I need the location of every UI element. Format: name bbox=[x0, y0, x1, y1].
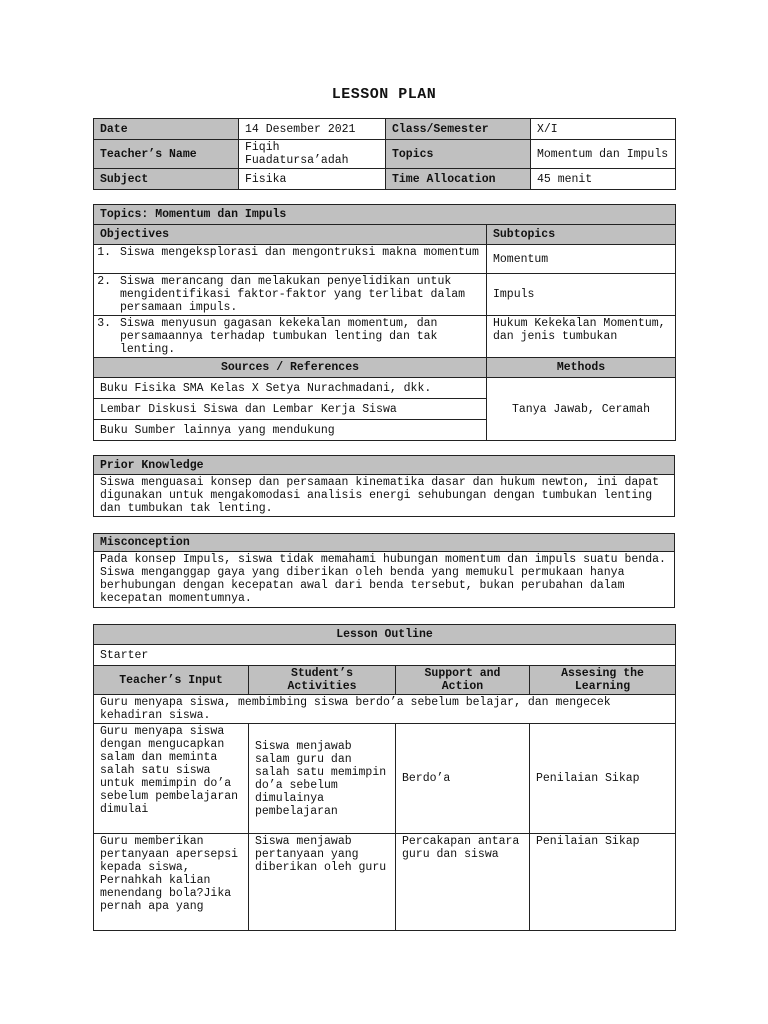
prior-knowledge-table bbox=[93, 455, 675, 517]
misconception-label: Misconception bbox=[94, 534, 675, 552]
teacher-input-cell: Guru memberikan pertanyaan apersepsi kepada siswa, Pernahkah kalian menendang bola?Jika pernah apa yang bbox=[94, 834, 249, 931]
col-student-activities: Student’s Activities bbox=[249, 666, 396, 695]
objective-item: 3. Siswa menyusun gagasan kekekalan momentum, dan persamaannya terhadap tumbukan lenting dan tak lenting. bbox=[94, 316, 487, 358]
prior-knowledge-label: Prior Knowledge bbox=[94, 456, 675, 475]
sources-label: Sources / References bbox=[94, 358, 487, 378]
student-activity-cell: Siswa menjawab pertanyaan yang diberikan oleh guru bbox=[249, 834, 396, 931]
objective-item: 2. Siswa merancang dan melakukan penyelidikan untuk mengidentifikasi faktor-faktor yang terlibat dalam persamaan impuls. bbox=[94, 274, 487, 316]
stage-label: Starter bbox=[94, 645, 676, 666]
methods-label: Methods bbox=[487, 358, 676, 378]
class-value: X/I bbox=[531, 119, 676, 140]
subtopics-label: Subtopics bbox=[487, 225, 676, 245]
teacher-label: Teacher’s Name bbox=[94, 140, 239, 169]
info-table bbox=[93, 118, 676, 190]
objective-item: 1. Siswa mengeksplorasi dan mengontruksi makna momentum bbox=[94, 245, 487, 274]
topics-table bbox=[93, 204, 676, 441]
support-action-cell: Percakapan antara guru dan siswa bbox=[396, 834, 530, 931]
misconception-table bbox=[93, 533, 675, 608]
subtopic-item: Impuls bbox=[487, 274, 676, 316]
lesson-outline-table bbox=[93, 624, 676, 931]
teacher-value: Fiqih Fuadatursa’adah bbox=[239, 140, 386, 169]
topics-header: Topics: Momentum dan Impuls bbox=[94, 205, 676, 225]
objectives-label: Objectives bbox=[94, 225, 487, 245]
assessment-cell: Penilaian Sikap bbox=[530, 724, 676, 834]
lesson-outline-label: Lesson Outline bbox=[94, 625, 676, 645]
source-item: Lembar Diskusi Siswa dan Lembar Kerja Siswa bbox=[94, 399, 487, 420]
subtopic-item: Momentum bbox=[487, 245, 676, 274]
assessment-cell: Penilaian Sikap bbox=[530, 834, 676, 931]
subtopic-item: Hukum Kekekalan Momentum, dan jenis tumbukan bbox=[487, 316, 676, 358]
subject-label: Subject bbox=[94, 169, 239, 190]
table-row bbox=[94, 724, 676, 834]
table-row bbox=[94, 834, 676, 931]
time-value: 45 menit bbox=[531, 169, 676, 190]
source-item: Buku Sumber lainnya yang mendukung bbox=[94, 420, 487, 441]
misconception-text: Pada konsep Impuls, siswa tidak memahami hubungan momentum dan impuls suatu benda. Siswa menganggap gaya yang diberikan oleh benda yang memukul permukaan hanya berhubungan dengan kecepatan awal dari benda tersebut, bukan perubahan dalam kecepatan momentumnya. bbox=[94, 552, 675, 608]
teacher-input-cell: Guru menyapa siswa dengan mengucapkan salam dan meminta salah satu siswa untuk memimpin do’a sebelum pembelajaran dimulai bbox=[94, 724, 249, 834]
student-activity-cell: Siswa menjawab salam guru dan salah satu memimpin do’a sebelum dimulainya pembelajaran bbox=[249, 724, 396, 834]
topics-label: Topics bbox=[386, 140, 531, 169]
prior-knowledge-text: Siswa menguasai konsep dan persamaan kinematika dasar dan hukum newton, ini dapat digunakan untuk mengakomodasi analisis energi sehubungan dengan tumbukan lenting dan tumbukan tak lenting. bbox=[94, 475, 675, 517]
source-item: Buku Fisika SMA Kelas X Setya Nurachmadani, dkk. bbox=[94, 378, 487, 399]
date-value: 14 Desember 2021 bbox=[239, 119, 386, 140]
col-support-action: Support and Action bbox=[396, 666, 530, 695]
time-label: Time Allocation bbox=[386, 169, 531, 190]
subject-value: Fisika bbox=[239, 169, 386, 190]
class-label: Class/Semester bbox=[386, 119, 531, 140]
date-label: Date bbox=[94, 119, 239, 140]
topics-value: Momentum dan Impuls bbox=[531, 140, 676, 169]
page-title: LESSON PLAN bbox=[331, 86, 437, 103]
outline-intro: Guru menyapa siswa, membimbing siswa berdo’a sebelum belajar, dan mengecek kehadiran siswa. bbox=[94, 695, 676, 724]
col-teacher-input: Teacher’s Input bbox=[94, 666, 249, 695]
support-action-cell: Berdo’a bbox=[396, 724, 530, 834]
col-assessing: Assesing the Learning bbox=[530, 666, 676, 695]
methods-value: Tanya Jawab, Ceramah bbox=[487, 378, 676, 441]
